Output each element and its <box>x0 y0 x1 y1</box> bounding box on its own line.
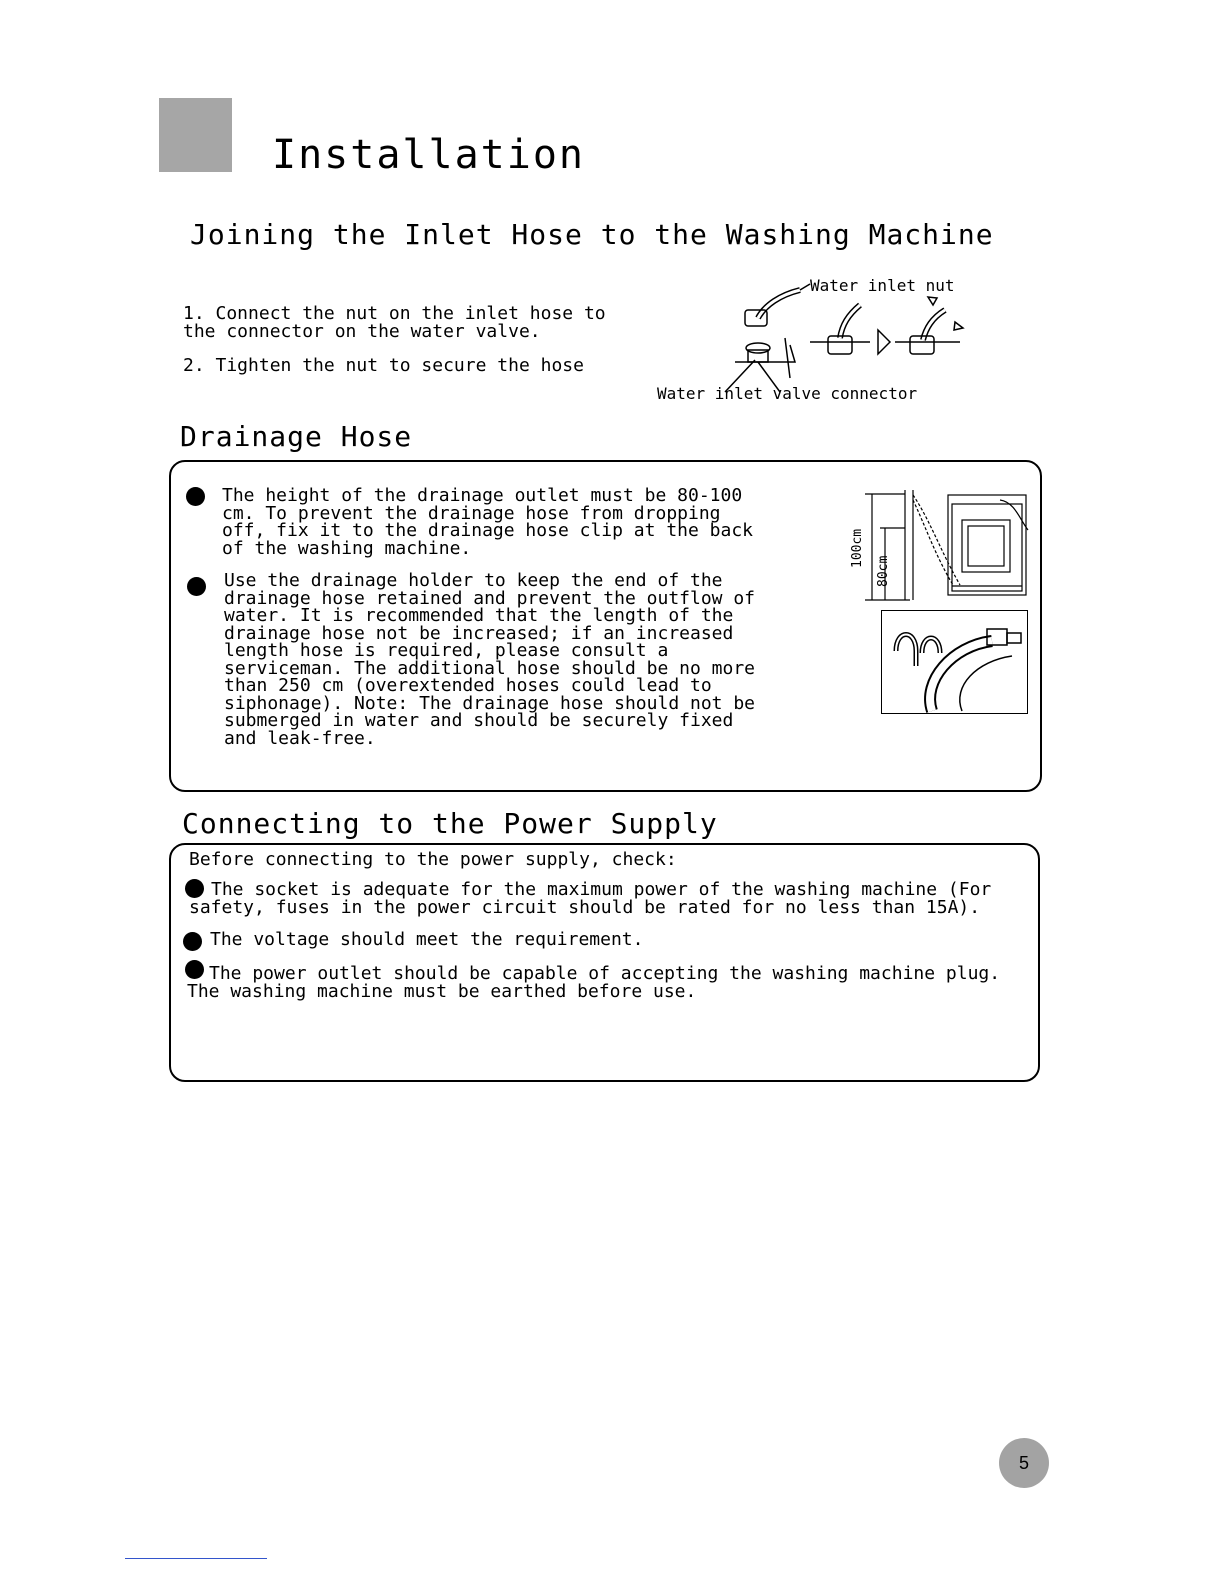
footer-rule <box>125 1558 267 1559</box>
page-number: 5 <box>1018 1452 1029 1473</box>
power-bullet-1: The socket is adequate for the maximum power of the washing machine (For safety, fuses in the power circuit should be rated for no less than 15A). <box>189 879 992 918</box>
drainage-holder-illustration <box>881 610 1028 714</box>
label-water-inlet-nut: Water inlet nut <box>810 276 955 295</box>
power-heading: Connecting to the Power Supply <box>182 807 718 840</box>
drainage-height-diagram <box>850 490 1030 606</box>
label-100cm: 100cm <box>850 528 865 568</box>
inlet-step-1: 1. Connect the nut on the inlet hose to the connector on the water valve. <box>183 303 606 342</box>
drainage-holder-diagram <box>882 611 1027 713</box>
bullet-icon <box>183 932 202 951</box>
inlet-step-2: 2. Tighten the nut to secure the hose <box>183 355 584 376</box>
page-title: Installation <box>272 132 585 178</box>
label-80cm: 80cm <box>876 555 891 587</box>
bullet-icon <box>186 487 205 506</box>
drainage-height-illustration <box>850 490 1030 606</box>
label-water-inlet-valve-connector: Water inlet valve connector <box>657 384 918 403</box>
power-bullet-2: The voltage should meet the requirement. <box>210 929 644 950</box>
page-number-badge <box>999 1438 1049 1488</box>
drainage-heading: Drainage Hose <box>180 420 413 453</box>
inlet-heading: Joining the Inlet Hose to the Washing Machine <box>190 218 994 251</box>
power-bullet-3: The power outlet should be capable of accepting the washing machine plug. The washing machine must be earthed before use. <box>187 963 1001 1002</box>
drainage-bullet-2: Use the drainage holder to keep the end of the drainage hose retained and prevent the outflow of water. It is recommended that the length of the drainage hose not be increased; if an increased length hose is required, please consult a serviceman. The additional hose should be no more than 250 cm (overextended hoses could lead to siphonage). Note: The drainage hose should not be submerged in water and should be securely fixed and leak-free. <box>224 570 756 749</box>
bullet-icon <box>187 577 206 596</box>
power-intro: Before connecting to the power supply, check: <box>189 849 677 870</box>
drainage-bullet-1: The height of the drainage outlet must be 80-100 cm. To prevent the drainage hose from dropping off, fix it to the drainage hose clip at the back of the washing machine. <box>222 485 754 559</box>
section-tab-marker <box>159 98 232 172</box>
